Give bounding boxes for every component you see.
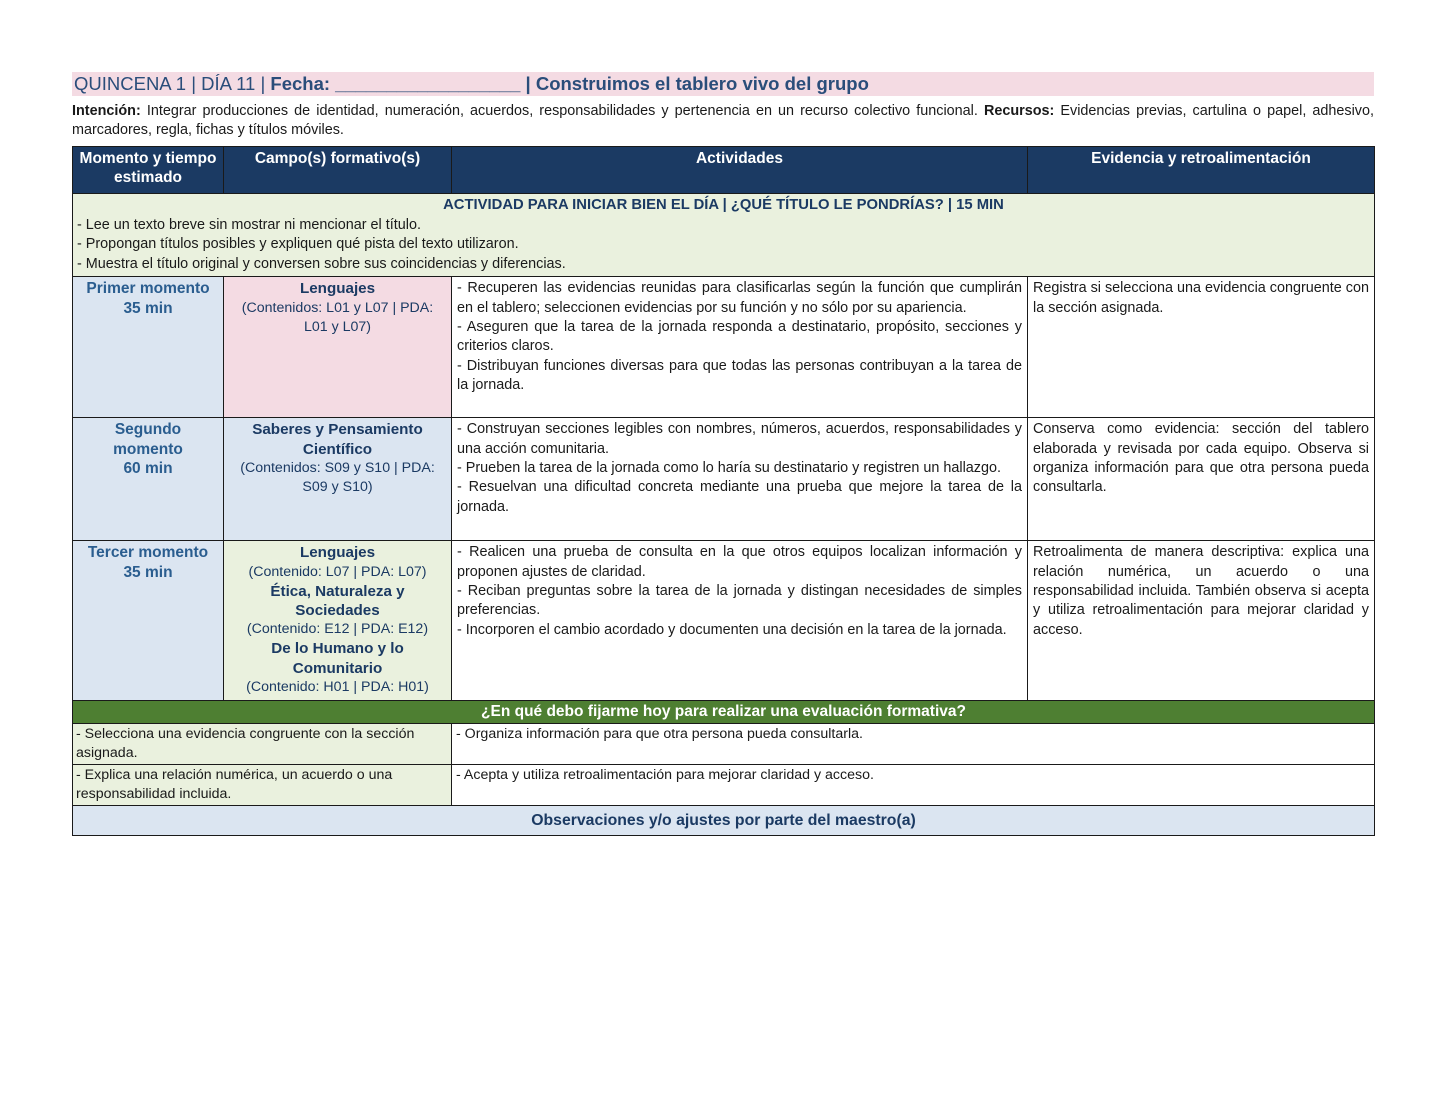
campo-name: Saberes y Pensamiento Científico [252, 421, 423, 458]
moment-time: 60 min [123, 459, 173, 477]
moment-row-1 [73, 277, 1375, 418]
campo-contents: (Contenido: H01 | PDA: H01) [246, 678, 429, 695]
resources-text: Evidencias previas, cartulina o papel, adhesivo, marcadores, regla, fichas y títulos móviles. [72, 103, 1374, 138]
evaluation-title: ¿En qué debo fijarme hoy para realizar una evaluación formativa? [73, 701, 1375, 724]
evaluation-header-row [73, 701, 1375, 724]
title-main: Fecha: __________________ | Construimos el tablero vivo del grupo [270, 73, 869, 94]
evaluation-item: - Selecciona una evidencia congruente con la sección asignada. [73, 724, 452, 765]
start-activity-cell [73, 194, 1375, 277]
moment-row-3 [73, 541, 1375, 701]
campo-contents: (Contenido: E12 | PDA: E12) [246, 621, 429, 638]
activities-cell [452, 277, 1028, 418]
evidence-cell: Registra si selecciona una evidencia congruente con la sección asignada. [1028, 277, 1375, 418]
campo-contents: (Contenido: L07 | PDA: L07) [248, 563, 427, 580]
header-campo: Campo(s) formativo(s) [224, 147, 452, 194]
moment-time: 35 min [123, 299, 173, 317]
evaluation-row-1 [73, 724, 1375, 765]
moment-row-2 [73, 418, 1375, 541]
lesson-plan-page [72, 72, 1374, 836]
intent-paragraph [72, 102, 1374, 140]
evidence-cell: Retroalimenta de manera descriptiva: explica una relación numérica, un acuerdo o una responsabilidad incluida. También observa si acepta y utiliza retroalimentación para mejorar claridad y acceso. [1028, 541, 1375, 701]
campo-contents: (Contenidos: L01 y L07 | PDA: L01 y L07) [241, 299, 434, 335]
activity-item: - Incorporen el cambio acordado y documenten una decisión en la tarea de la jornada. [457, 621, 1007, 638]
activity-item: - Realicen una prueba de consulta en la que otros equipos localizan información y proponen ajustes de claridad. [457, 544, 1022, 580]
activity-item: - Distribuyan funciones diversas para que todas las personas contribuyan a la tarea de la jornada. [457, 357, 1022, 393]
moment-time: 35 min [123, 563, 173, 581]
campo-cell [224, 418, 452, 541]
start-activity-line: - Propongan títulos posibles y expliquen qué pista del texto utilizaron. [77, 236, 519, 253]
header-activities: Actividades [452, 147, 1028, 194]
header-moment: Momento y tiempo estimado [73, 147, 224, 194]
activities-cell [452, 418, 1028, 541]
table-header-row [73, 147, 1375, 194]
activity-item: - Recuperen las evidencias reunidas para clasificarlas según la función que cumplirán en el tablero; seleccionen evidencias por su función y no sólo por su apariencia. [457, 280, 1022, 316]
page-title [72, 72, 1374, 96]
activity-item: - Construyan secciones legibles con nombres, números, acuerdos, responsabilidades y una acción comunitaria. [457, 421, 1022, 457]
activity-item: - Prueben la tarea de la jornada como lo haría su destinatario y registren un hallazgo. [457, 459, 1001, 476]
moment-name: Tercer momento [87, 544, 209, 562]
campo-contents: (Contenidos: S09 y S10 | PDA: S09 y S10) [240, 459, 435, 495]
evaluation-item: - Organiza información para que otra persona pueda consultarla. [452, 724, 1375, 765]
moment-name: Primer momento [86, 280, 210, 298]
activity-item: - Resuelvan una dificultad concreta mediante una prueba que mejore la tarea de la jornada. [457, 479, 1022, 515]
observations-title: Observaciones y/o ajustes por parte del maestro(a) [73, 806, 1375, 836]
intent-text: Integrar producciones de identidad, numeración, acuerdos, responsabilidades y pertenencia en un recurso colectivo funcional. [140, 103, 984, 119]
campo-name: Lenguajes [299, 280, 376, 298]
campo-name: Lenguajes [299, 544, 376, 562]
start-activity-line: - Lee un texto breve sin mostrar ni mencionar el título. [77, 216, 421, 233]
activity-item: - Aseguren que la tarea de la jornada responda a destinatario, propósito, secciones y criterios claros. [457, 318, 1022, 355]
campo-name: De lo Humano y lo Comunitario [271, 640, 404, 677]
evaluation-item: - Acepta y utiliza retroalimentación para mejorar claridad y acceso. [452, 765, 1375, 806]
plan-table [72, 146, 1375, 836]
moment-cell [73, 541, 224, 701]
start-activity-row [73, 194, 1375, 277]
moment-name: Segundo momento [113, 421, 183, 458]
campo-cell [224, 541, 452, 701]
evidence-cell: Conserva como evidencia: sección del tablero elaborada y revisada por cada equipo. Observa si organiza información para que otra persona pueda consultarla. [1028, 418, 1375, 541]
campo-cell [224, 277, 452, 418]
observations-row [73, 806, 1375, 836]
start-activity-title: ACTIVIDAD PARA INICIAR BIEN EL DÍA | ¿QUÉ TÍTULO LE PONDRÍAS? | 15 MIN [443, 197, 1004, 213]
header-evidence: Evidencia y retroalimentación [1028, 147, 1375, 194]
intent-label: Intención: [72, 103, 141, 119]
moment-cell [73, 418, 224, 541]
campo-name: Ética, Naturaleza y Sociedades [270, 582, 405, 619]
activity-item: - Reciban preguntas sobre la tarea de la jornada y distingan necesidades de simples preferencias. [457, 582, 1022, 619]
start-activity-line: - Muestra el título original y conversen sobre sus coincidencias y diferencias. [77, 255, 566, 272]
evaluation-row-2 [73, 765, 1375, 806]
evaluation-item: - Explica una relación numérica, un acuerdo o una responsabilidad incluida. [73, 765, 452, 806]
moment-cell [73, 277, 224, 418]
activities-cell [452, 541, 1028, 701]
resources-label: Recursos: [983, 103, 1055, 119]
title-prefix: QUINCENA 1 | DÍA 11 | [74, 73, 271, 94]
